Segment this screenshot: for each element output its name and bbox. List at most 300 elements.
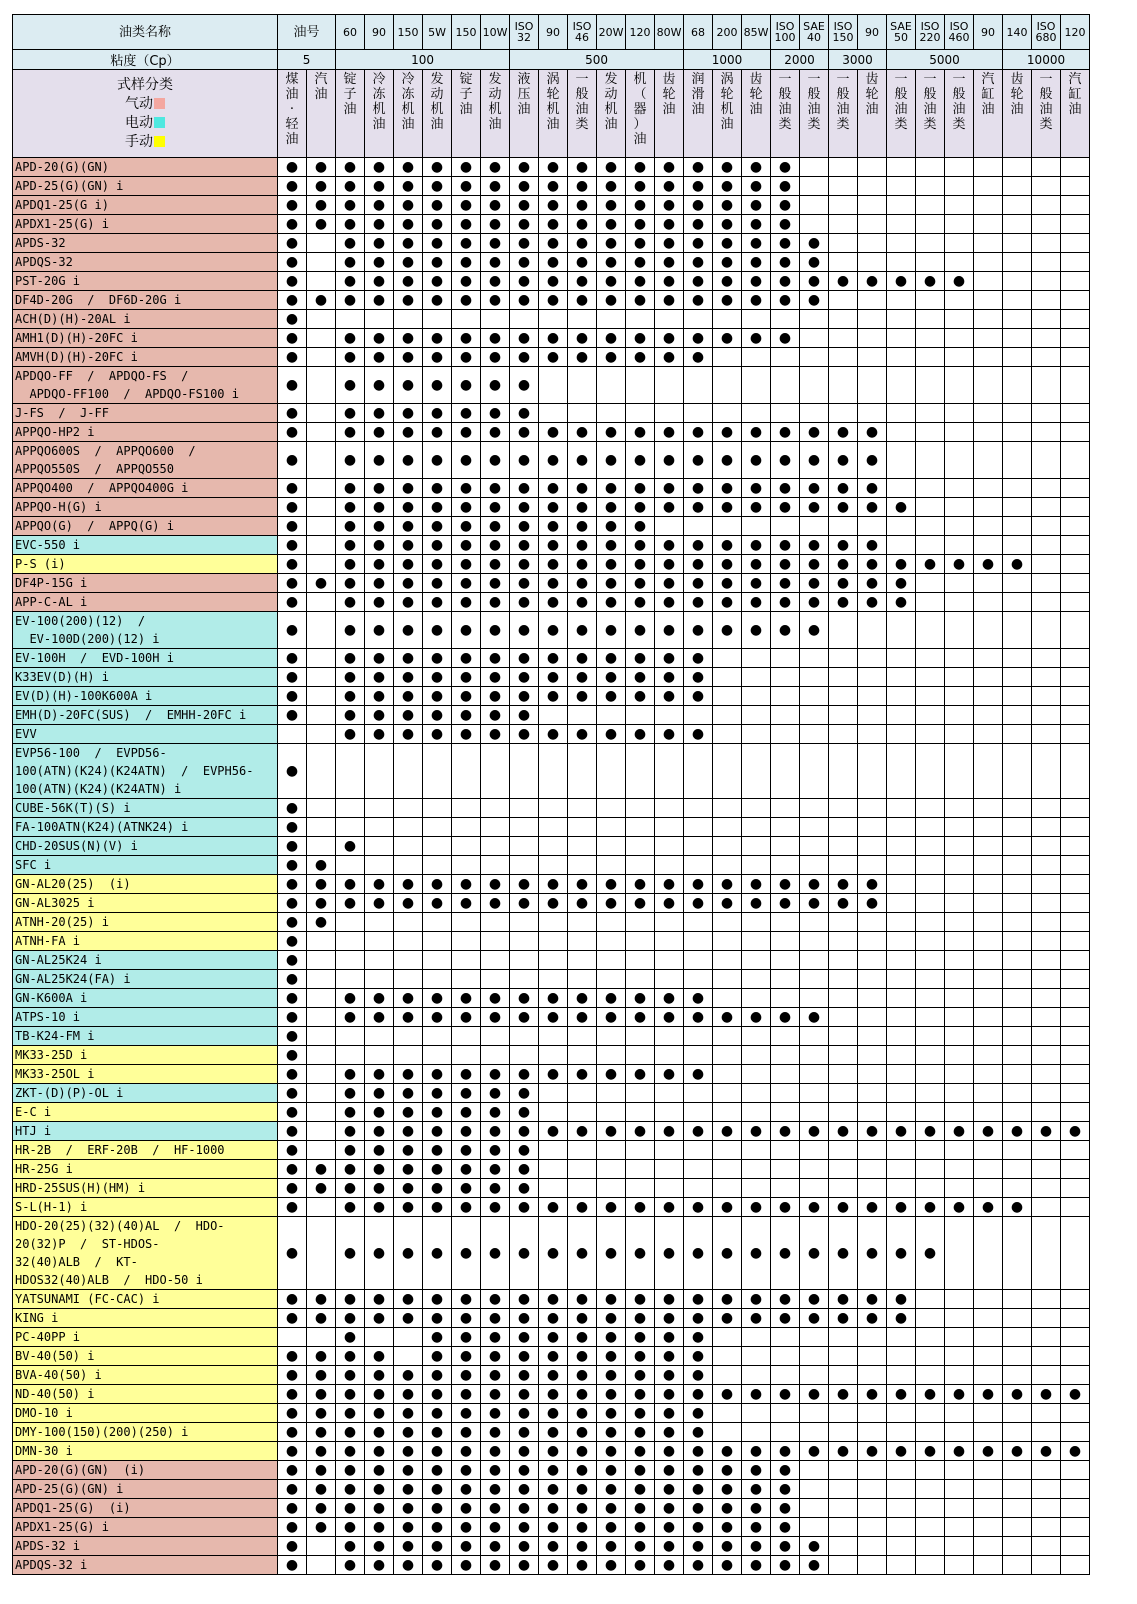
- compat-cell: [1061, 442, 1090, 479]
- compat-cell: ●: [655, 1480, 684, 1499]
- compat-cell: [684, 837, 713, 856]
- compat-cell: ●: [655, 177, 684, 196]
- category-text: 冷 冻 机 油: [372, 72, 386, 132]
- compat-cell: [887, 706, 916, 725]
- compat-cell: ●: [481, 234, 510, 253]
- compat-cell: [365, 951, 394, 970]
- table-row: [13, 1084, 1090, 1103]
- compat-cell: ●: [626, 574, 655, 593]
- compat-cell: [713, 837, 742, 856]
- compat-cell: ●: [481, 1385, 510, 1404]
- compat-cell: [945, 668, 974, 687]
- compat-cell: ●: [771, 1537, 800, 1556]
- compat-cell: [655, 856, 684, 875]
- compat-cell: ●: [800, 1309, 829, 1328]
- model-name: GN-AL25K24 i: [13, 951, 278, 970]
- compat-cell: [684, 404, 713, 423]
- compat-cell: [655, 1103, 684, 1122]
- compat-cell: ●: [597, 1328, 626, 1347]
- table-row: [13, 1008, 1090, 1027]
- compat-cell: [1003, 856, 1032, 875]
- compat-cell: [568, 1103, 597, 1122]
- compat-cell: ●: [365, 196, 394, 215]
- compat-cell: ●: [597, 272, 626, 291]
- compat-cell: ●: [568, 498, 597, 517]
- compat-cell: ●: [1032, 1122, 1061, 1141]
- compat-cell: ●: [771, 894, 800, 913]
- compat-cell: [307, 348, 336, 367]
- compat-cell: [800, 725, 829, 744]
- compat-cell: ●: [1061, 1385, 1090, 1404]
- compat-cell: ●: [336, 687, 365, 706]
- category-cell: [307, 70, 336, 158]
- compat-cell: ●: [394, 1366, 423, 1385]
- compat-cell: ●: [626, 1537, 655, 1556]
- compat-cell: [1032, 612, 1061, 649]
- compat-cell: [307, 932, 336, 951]
- compat-cell: [597, 932, 626, 951]
- compat-cell: [452, 951, 481, 970]
- compat-cell: ●: [307, 913, 336, 932]
- compat-cell: [684, 310, 713, 329]
- compat-cell: [1003, 1217, 1032, 1290]
- compat-cell: ●: [423, 479, 452, 498]
- compat-cell: [1032, 1328, 1061, 1347]
- compat-cell: ●: [452, 1347, 481, 1366]
- compat-cell: ●: [365, 442, 394, 479]
- compat-cell: ●: [539, 1065, 568, 1084]
- compat-cell: ●: [510, 215, 539, 234]
- oil-number-cell: ISO 150: [829, 15, 858, 50]
- compat-cell: [771, 687, 800, 706]
- compat-cell: [974, 158, 1003, 177]
- compat-cell: ●: [278, 706, 307, 725]
- compat-cell: ●: [771, 1217, 800, 1290]
- compat-cell: ●: [539, 215, 568, 234]
- compat-cell: ●: [510, 1537, 539, 1556]
- compat-cell: [800, 177, 829, 196]
- compat-cell: ●: [365, 536, 394, 555]
- compat-cell: ●: [887, 1309, 916, 1328]
- compat-cell: ●: [481, 555, 510, 574]
- compat-cell: ●: [365, 1290, 394, 1309]
- compat-cell: ●: [452, 1008, 481, 1027]
- compat-cell: [829, 1404, 858, 1423]
- table-row: [13, 1518, 1090, 1537]
- compat-cell: ●: [336, 1366, 365, 1385]
- compat-cell: ●: [423, 1480, 452, 1499]
- compat-cell: [887, 989, 916, 1008]
- compat-cell: ●: [684, 1309, 713, 1328]
- compat-cell: [858, 1027, 887, 1046]
- compat-cell: [626, 970, 655, 989]
- table-row: [13, 423, 1090, 442]
- model-name: CHD-20SUS(N)(V) i: [13, 837, 278, 856]
- compat-cell: ●: [626, 1065, 655, 1084]
- compat-cell: ●: [423, 1008, 452, 1027]
- compat-cell: ●: [365, 158, 394, 177]
- compat-cell: ●: [655, 442, 684, 479]
- model-name: HR-2B / ERF-20B / HF-1000: [13, 1141, 278, 1160]
- compat-cell: ●: [452, 536, 481, 555]
- compat-cell: [1032, 272, 1061, 291]
- compat-cell: [1003, 593, 1032, 612]
- compat-cell: ●: [278, 442, 307, 479]
- compat-cell: [887, 1141, 916, 1160]
- compat-cell: ●: [684, 1461, 713, 1480]
- compat-cell: ●: [278, 1385, 307, 1404]
- compat-cell: [452, 799, 481, 818]
- compat-cell: ●: [481, 725, 510, 744]
- compat-cell: ●: [655, 875, 684, 894]
- table-row: [13, 951, 1090, 970]
- compat-cell: ●: [278, 668, 307, 687]
- compat-cell: [1032, 1141, 1061, 1160]
- compat-cell: ●: [539, 612, 568, 649]
- compat-cell: ●: [626, 423, 655, 442]
- compat-cell: [800, 517, 829, 536]
- compat-cell: [1061, 989, 1090, 1008]
- compat-cell: [481, 818, 510, 837]
- compat-cell: ●: [539, 196, 568, 215]
- compat-cell: [742, 913, 771, 932]
- oil-number-cell: 200: [713, 15, 742, 50]
- compat-cell: [887, 1179, 916, 1198]
- compat-cell: [539, 970, 568, 989]
- model-name: EVC-550 i: [13, 536, 278, 555]
- category-text: 汽 油: [314, 72, 328, 102]
- compat-cell: [887, 913, 916, 932]
- table-row: [13, 329, 1090, 348]
- compat-cell: ●: [307, 1160, 336, 1179]
- compat-cell: ●: [481, 593, 510, 612]
- compat-cell: [365, 913, 394, 932]
- compat-cell: ●: [568, 989, 597, 1008]
- compat-cell: [974, 989, 1003, 1008]
- model-name: APPQO(G) / APPQ(G) i: [13, 517, 278, 536]
- compat-cell: [858, 253, 887, 272]
- compat-cell: [713, 668, 742, 687]
- compat-cell: ●: [655, 593, 684, 612]
- compat-cell: [684, 1103, 713, 1122]
- compat-cell: [974, 1499, 1003, 1518]
- compat-cell: [771, 1423, 800, 1442]
- viscosity-label: 粘度（Cp）: [13, 50, 278, 70]
- compat-cell: [887, 668, 916, 687]
- compat-cell: ●: [510, 1499, 539, 1518]
- compat-cell: ●: [481, 687, 510, 706]
- compat-cell: ●: [568, 1366, 597, 1385]
- compat-cell: ●: [423, 367, 452, 404]
- compat-cell: [684, 744, 713, 799]
- compat-cell: ●: [684, 725, 713, 744]
- compat-cell: [1061, 498, 1090, 517]
- compat-cell: [742, 706, 771, 725]
- compat-cell: [771, 706, 800, 725]
- compat-cell: [1032, 1556, 1061, 1575]
- compat-cell: [684, 856, 713, 875]
- compat-cell: [568, 367, 597, 404]
- compat-cell: ●: [278, 423, 307, 442]
- compat-cell: [916, 875, 945, 894]
- compat-cell: [1061, 196, 1090, 215]
- compat-cell: [597, 970, 626, 989]
- compat-cell: [974, 649, 1003, 668]
- compat-cell: ●: [481, 1122, 510, 1141]
- compat-cell: [307, 1328, 336, 1347]
- compat-cell: ●: [626, 725, 655, 744]
- compat-cell: ●: [858, 894, 887, 913]
- compat-cell: ●: [887, 593, 916, 612]
- compat-cell: [829, 612, 858, 649]
- compat-cell: ●: [423, 612, 452, 649]
- compat-cell: ●: [742, 574, 771, 593]
- compat-cell: ●: [655, 158, 684, 177]
- compat-cell: ●: [394, 348, 423, 367]
- compat-cell: ●: [394, 989, 423, 1008]
- model-name: ATPS-10 i: [13, 1008, 278, 1027]
- compat-cell: [655, 799, 684, 818]
- compat-cell: [597, 1179, 626, 1198]
- compat-cell: [916, 1328, 945, 1347]
- compat-cell: ●: [510, 367, 539, 404]
- category-cell: [655, 70, 684, 158]
- compat-cell: ●: [394, 574, 423, 593]
- compat-cell: [1032, 348, 1061, 367]
- compat-cell: [1032, 1160, 1061, 1179]
- compat-cell: ●: [510, 253, 539, 272]
- compat-cell: ●: [858, 423, 887, 442]
- compat-cell: ●: [655, 555, 684, 574]
- compat-cell: [887, 1084, 916, 1103]
- model-name: YATSUNAMI (FC-CAC) i: [13, 1290, 278, 1309]
- compat-cell: [887, 517, 916, 536]
- compat-cell: ●: [568, 649, 597, 668]
- compat-cell: [829, 1499, 858, 1518]
- compat-cell: ●: [365, 668, 394, 687]
- compat-cell: [916, 253, 945, 272]
- compat-cell: [1003, 913, 1032, 932]
- compat-cell: [1032, 1103, 1061, 1122]
- compat-cell: [800, 310, 829, 329]
- compat-cell: [1003, 649, 1032, 668]
- compat-cell: [1003, 1480, 1032, 1499]
- compat-cell: [974, 1480, 1003, 1499]
- model-name: APDQS-32 i: [13, 1556, 278, 1575]
- compat-cell: [800, 1103, 829, 1122]
- compat-cell: ●: [278, 1423, 307, 1442]
- compat-cell: ●: [423, 574, 452, 593]
- compat-cell: [307, 1027, 336, 1046]
- category-text: 一 般 油 类: [575, 72, 589, 132]
- compat-cell: ●: [684, 612, 713, 649]
- compat-cell: [916, 348, 945, 367]
- compat-cell: ●: [626, 1122, 655, 1141]
- compat-cell: ●: [423, 177, 452, 196]
- compat-cell: ●: [423, 1065, 452, 1084]
- model-name: APD-25(G)(GN) i: [13, 177, 278, 196]
- compat-cell: ●: [742, 177, 771, 196]
- compat-cell: ●: [278, 913, 307, 932]
- compat-cell: [1003, 1027, 1032, 1046]
- compat-cell: ●: [394, 706, 423, 725]
- compat-cell: ●: [713, 1309, 742, 1328]
- model-name: APD-25(G)(GN) i: [13, 1480, 278, 1499]
- compat-cell: [858, 291, 887, 310]
- compat-cell: ●: [655, 1499, 684, 1518]
- category-text: 齿 轮 油: [662, 72, 676, 117]
- compat-cell: ●: [742, 1499, 771, 1518]
- compat-cell: [394, 744, 423, 799]
- viscosity-cell: 100: [336, 50, 510, 70]
- compat-cell: ●: [539, 348, 568, 367]
- compat-cell: [539, 367, 568, 404]
- compat-cell: [887, 612, 916, 649]
- compat-cell: [626, 1160, 655, 1179]
- compat-cell: ●: [800, 1442, 829, 1461]
- compat-cell: ●: [307, 1461, 336, 1480]
- compat-cell: ●: [481, 1103, 510, 1122]
- compat-cell: [945, 517, 974, 536]
- compat-cell: ●: [452, 329, 481, 348]
- compat-cell: [452, 837, 481, 856]
- compat-cell: ●: [1003, 1442, 1032, 1461]
- legend-item: [13, 133, 277, 152]
- compat-cell: ●: [336, 367, 365, 404]
- compat-cell: [916, 404, 945, 423]
- compat-cell: [742, 1179, 771, 1198]
- compat-cell: [916, 1141, 945, 1160]
- compat-cell: [684, 970, 713, 989]
- compat-cell: [655, 367, 684, 404]
- compat-cell: ●: [771, 479, 800, 498]
- compat-cell: ●: [597, 1065, 626, 1084]
- compat-cell: [452, 818, 481, 837]
- table-row: [13, 1423, 1090, 1442]
- compat-cell: [771, 1404, 800, 1423]
- compat-cell: [916, 593, 945, 612]
- compat-cell: [916, 367, 945, 404]
- compat-cell: [945, 1309, 974, 1328]
- compat-cell: [684, 367, 713, 404]
- compat-cell: ●: [771, 1499, 800, 1518]
- compat-cell: [539, 1103, 568, 1122]
- compat-cell: ●: [365, 989, 394, 1008]
- compat-cell: ●: [510, 1179, 539, 1198]
- compat-cell: ●: [510, 348, 539, 367]
- compat-cell: ●: [510, 1008, 539, 1027]
- compat-cell: ●: [655, 1423, 684, 1442]
- compat-cell: ●: [684, 1499, 713, 1518]
- compat-cell: ●: [655, 668, 684, 687]
- compat-cell: [597, 367, 626, 404]
- compat-cell: ●: [655, 612, 684, 649]
- viscosity-cell: 500: [510, 50, 684, 70]
- compat-cell: ●: [510, 1084, 539, 1103]
- compat-cell: ●: [394, 894, 423, 913]
- model-name: SFC i: [13, 856, 278, 875]
- compat-cell: ●: [800, 234, 829, 253]
- compat-cell: ●: [713, 498, 742, 517]
- compat-cell: [800, 913, 829, 932]
- compat-cell: ●: [858, 1442, 887, 1461]
- compat-cell: ●: [481, 1480, 510, 1499]
- compat-cell: [771, 1103, 800, 1122]
- compat-cell: [858, 725, 887, 744]
- compat-cell: ●: [539, 649, 568, 668]
- compat-cell: [655, 744, 684, 799]
- compat-cell: ●: [597, 442, 626, 479]
- compat-cell: [858, 1008, 887, 1027]
- oil-number-cell: SAE 50: [887, 15, 916, 50]
- compat-cell: ●: [829, 1122, 858, 1141]
- legend-label: 电动: [125, 114, 153, 131]
- compat-cell: ●: [365, 1461, 394, 1480]
- compat-cell: ●: [945, 272, 974, 291]
- compat-cell: [713, 517, 742, 536]
- compat-cell: [800, 951, 829, 970]
- compat-cell: [916, 574, 945, 593]
- compat-cell: ●: [597, 1198, 626, 1217]
- compat-cell: [307, 970, 336, 989]
- compat-cell: ●: [481, 442, 510, 479]
- compat-cell: ●: [742, 555, 771, 574]
- compat-cell: [887, 1008, 916, 1027]
- compat-cell: [945, 348, 974, 367]
- compat-cell: ●: [974, 555, 1003, 574]
- table-row: [13, 649, 1090, 668]
- compat-cell: ●: [626, 1347, 655, 1366]
- compat-cell: [1032, 555, 1061, 574]
- compat-cell: [1061, 215, 1090, 234]
- compat-cell: ●: [568, 1537, 597, 1556]
- compat-cell: [394, 1046, 423, 1065]
- compat-cell: [481, 932, 510, 951]
- compat-cell: [945, 856, 974, 875]
- compat-cell: [858, 517, 887, 536]
- compat-cell: ●: [742, 423, 771, 442]
- category-text: 齿 轮 油: [749, 72, 763, 117]
- compat-cell: ●: [945, 555, 974, 574]
- table-row: [13, 706, 1090, 725]
- compat-cell: ●: [365, 1556, 394, 1575]
- compat-cell: ●: [423, 404, 452, 423]
- compat-cell: [800, 649, 829, 668]
- compat-cell: ●: [481, 1217, 510, 1290]
- compat-cell: [452, 1046, 481, 1065]
- compat-cell: [974, 291, 1003, 310]
- compat-cell: ●: [452, 479, 481, 498]
- compat-cell: ●: [394, 253, 423, 272]
- compat-cell: ●: [394, 593, 423, 612]
- compat-cell: ●: [684, 291, 713, 310]
- compat-cell: [829, 348, 858, 367]
- compat-cell: [974, 1556, 1003, 1575]
- compat-cell: [510, 837, 539, 856]
- compat-cell: [945, 1366, 974, 1385]
- compat-cell: ●: [423, 1160, 452, 1179]
- compat-cell: [858, 649, 887, 668]
- compat-cell: ●: [481, 1084, 510, 1103]
- compat-cell: [336, 970, 365, 989]
- table-row: [13, 1404, 1090, 1423]
- compat-cell: ●: [539, 1290, 568, 1309]
- compat-cell: [974, 1084, 1003, 1103]
- compat-cell: [829, 253, 858, 272]
- compat-cell: [626, 1084, 655, 1103]
- compat-cell: ●: [597, 291, 626, 310]
- compat-cell: [771, 404, 800, 423]
